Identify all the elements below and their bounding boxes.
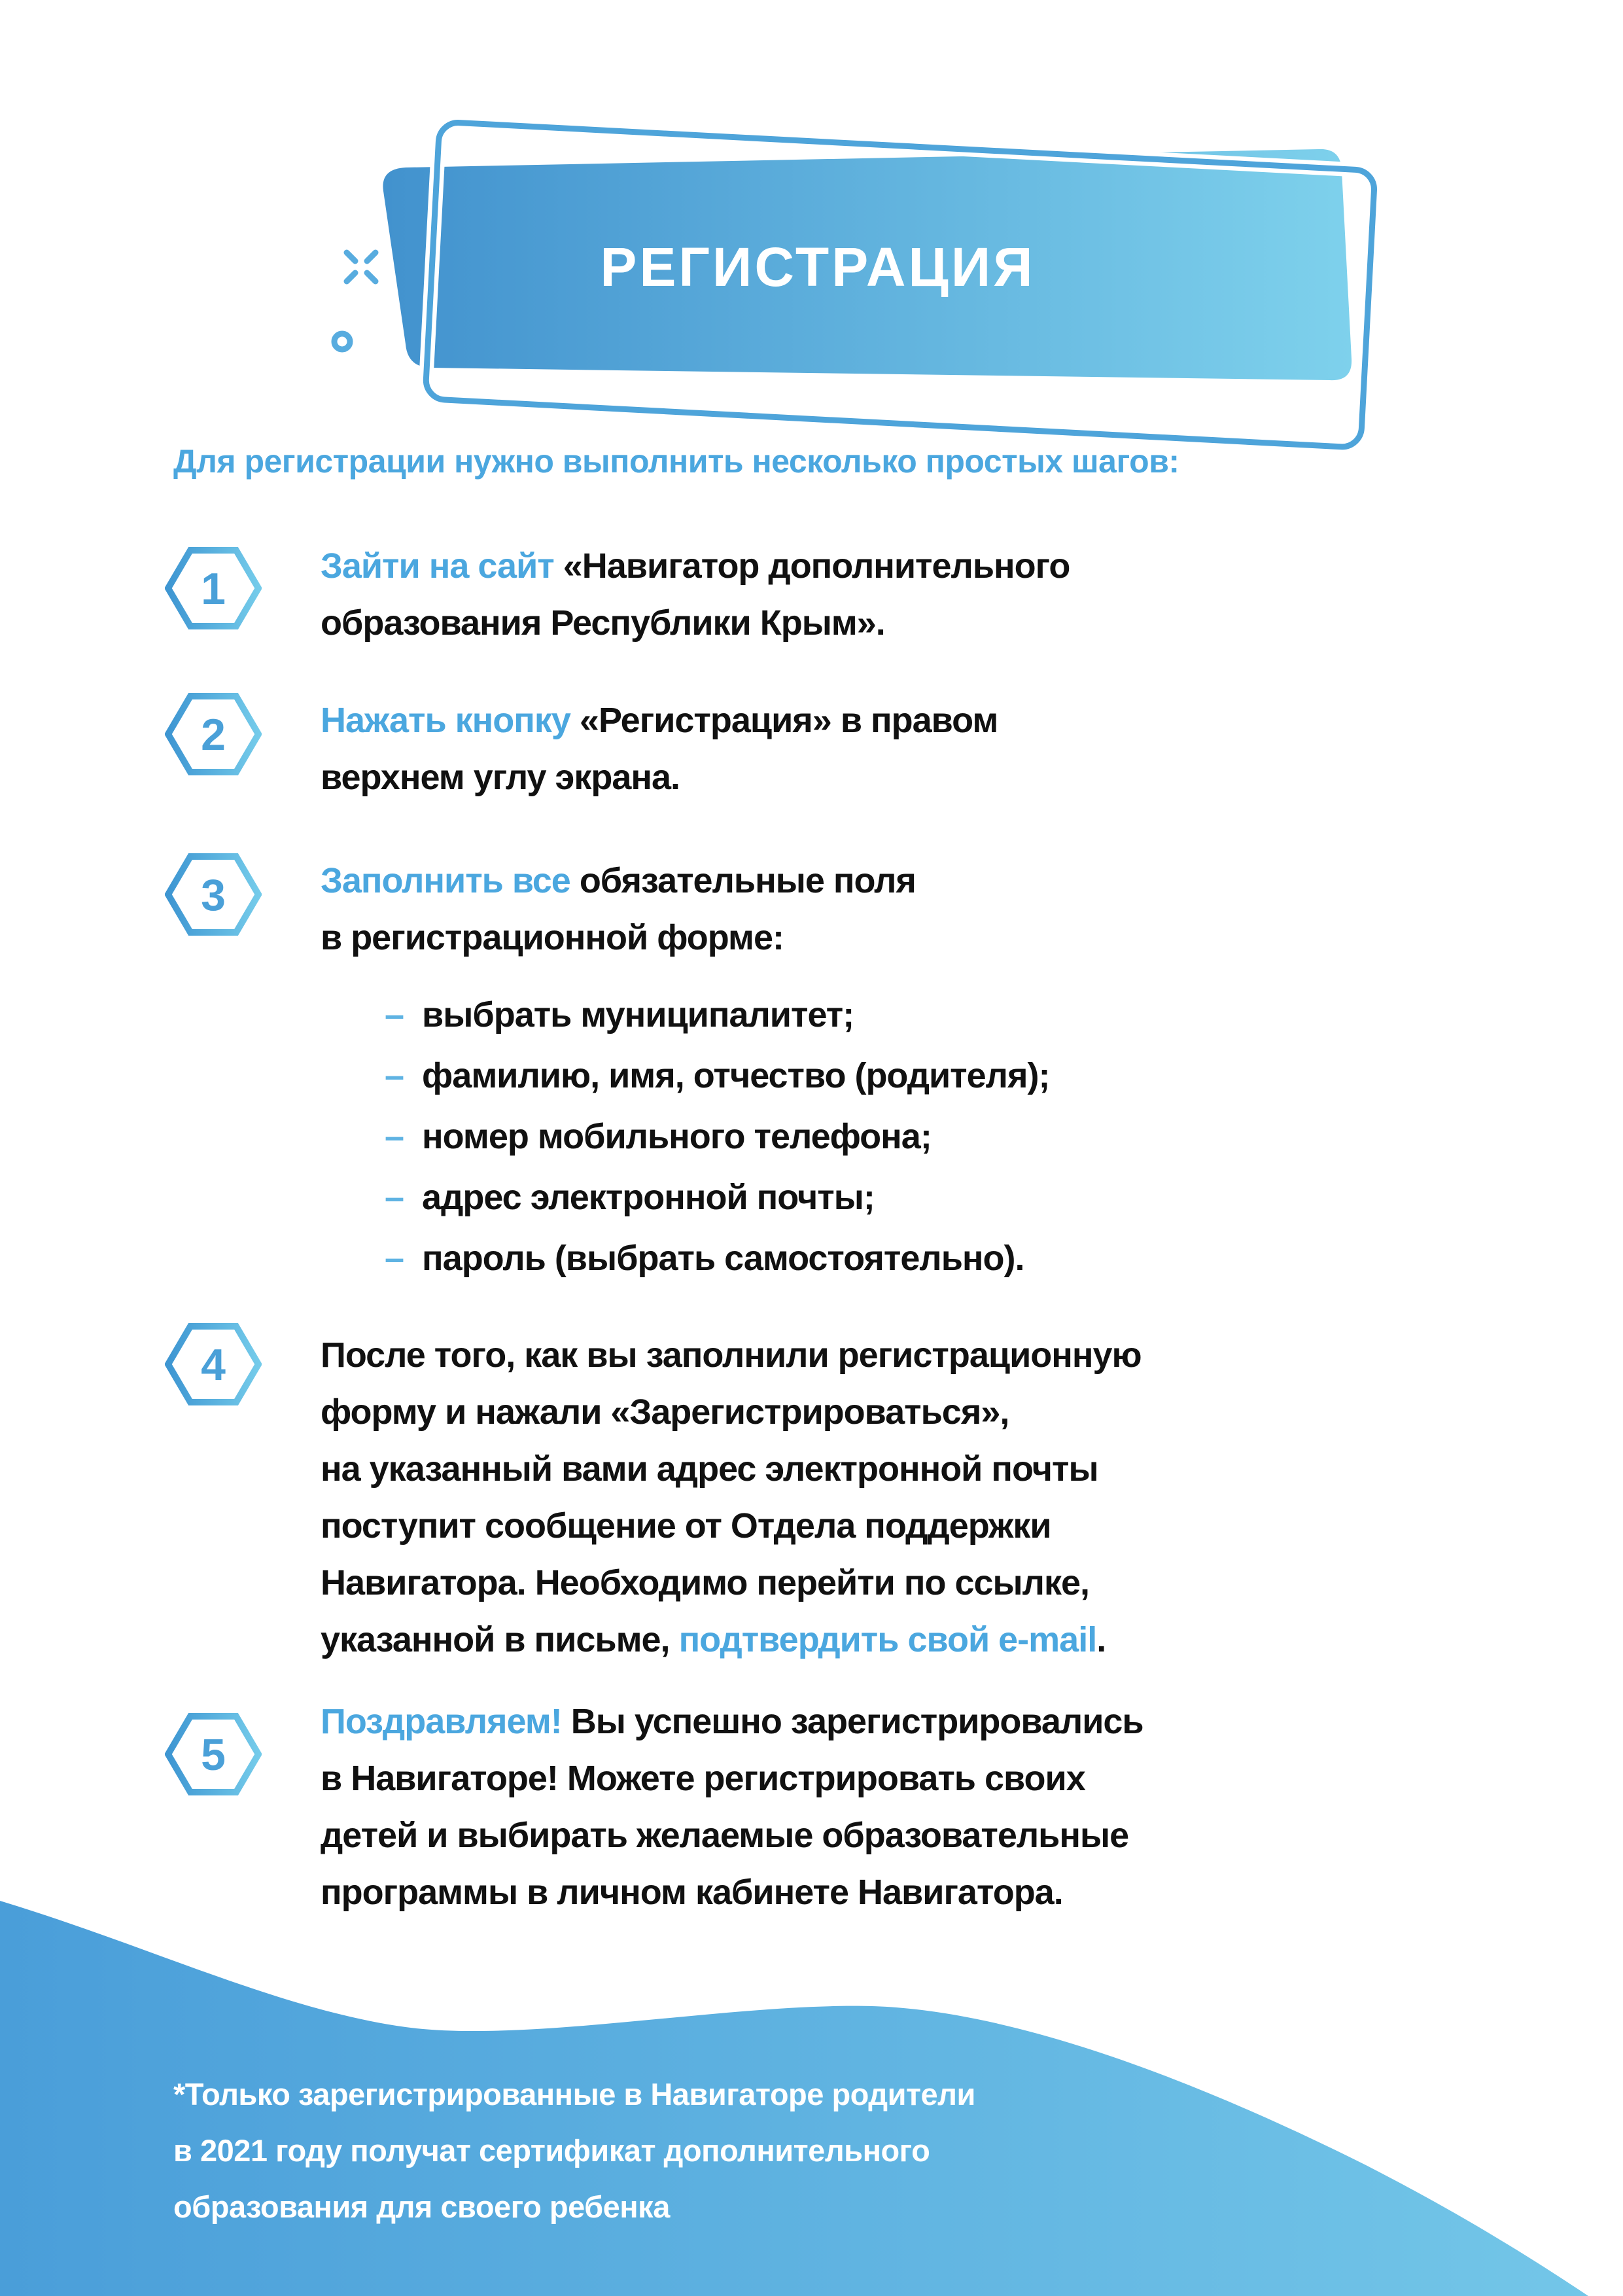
x-mark-icon xyxy=(347,253,375,281)
step5-line2: в Навигаторе! Можете регистрировать своих xyxy=(321,1759,1085,1798)
step4-line1: После того, как вы заполнили регистрационную xyxy=(321,1335,1142,1375)
step3-line2: в регистрационной форме: xyxy=(321,918,784,957)
banner-title: РЕГИСТРАЦИЯ xyxy=(600,236,1036,298)
step2-line2: верхнем углу экрана. xyxy=(321,758,680,797)
bullet-item xyxy=(385,1116,1049,1177)
step-number: 4 xyxy=(201,1340,226,1390)
step4-line5: Навигатора. Необходимо перейти по ссылке, xyxy=(321,1563,1090,1602)
dash-icon: – xyxy=(385,1056,404,1095)
step4-line6: указанной в письме, подтвердить свой e-mail. xyxy=(321,1620,1106,1659)
step4-email-accent: подтвердить свой e-mail xyxy=(678,1620,1097,1659)
intro-text: Для регистрации нужно выполнить несколько простых шагов: xyxy=(173,443,1179,480)
step-text-2 xyxy=(321,692,998,806)
bullet-item xyxy=(385,995,1049,1055)
step2-accent: Нажать кнопку xyxy=(321,701,580,740)
dash-icon: – xyxy=(385,1239,404,1278)
dash-icon: – xyxy=(385,995,404,1034)
step1-line1: «Навигатор дополнительного xyxy=(563,546,1070,586)
step-number: 3 xyxy=(201,870,226,920)
bullet-text: пароль (выбрать самостоятельно). xyxy=(422,1239,1024,1278)
step4-line2: форму и нажали «Зарегистрироваться», xyxy=(321,1392,1009,1432)
step5-line4: программы в личном кабинете Навигатора. xyxy=(321,1873,1063,1912)
footer-line2: в 2021 году получат сертификат дополнительного xyxy=(173,2133,930,2168)
dash-icon: – xyxy=(385,1117,404,1156)
step2-line1: «Регистрация» в правом xyxy=(579,701,998,740)
step5-line1: Вы успешно зарегистрировались xyxy=(570,1702,1143,1741)
step-number: 1 xyxy=(201,564,226,614)
bullet-list xyxy=(385,995,1049,1299)
bullet-text: выбрать муниципалитет; xyxy=(422,995,854,1034)
footer-note xyxy=(173,2066,1416,2235)
bullet-item xyxy=(385,1177,1049,1238)
bullet-text: номер мобильного телефона; xyxy=(422,1117,932,1156)
ring-icon xyxy=(334,334,350,349)
step1-line2: образования Республики Крым». xyxy=(321,603,885,643)
step3-accent: Заполнить все xyxy=(321,861,580,900)
step-text-1 xyxy=(321,538,1070,652)
step1-accent: Зайти на сайт xyxy=(321,546,563,586)
step-badge-4 xyxy=(165,1319,262,1409)
footer-line1: *Только зарегистрированные в Навигаторе родители xyxy=(173,2077,975,2111)
step-text-4 xyxy=(321,1327,1142,1669)
step-badge-1 xyxy=(165,543,262,633)
step5-accent: Поздравляем! xyxy=(321,1702,571,1741)
step4-line3: на указанный вами адрес электронной почты xyxy=(321,1449,1098,1489)
header-banner xyxy=(0,0,1623,458)
bullet-text: адрес электронной почты; xyxy=(422,1178,875,1217)
bullet-item xyxy=(385,1055,1049,1116)
step-badge-5 xyxy=(165,1709,262,1799)
step-badge-3 xyxy=(165,849,262,940)
step3-line1: обязательные поля xyxy=(579,861,916,900)
dash-icon: – xyxy=(385,1178,404,1217)
footer-line3: образования для своего ребенка xyxy=(173,2189,670,2224)
step-badge-2 xyxy=(165,689,262,779)
step5-line3: детей и выбирать желаемые образовательные xyxy=(321,1816,1129,1855)
step-text-3 xyxy=(321,853,916,966)
step-number: 5 xyxy=(201,1730,226,1780)
step-number: 2 xyxy=(201,710,226,760)
bullet-text: фамилию, имя, отчество (родителя); xyxy=(422,1056,1050,1095)
step4-line4: поступит сообщение от Отдела поддержки xyxy=(321,1506,1051,1545)
bullet-item xyxy=(385,1238,1049,1299)
